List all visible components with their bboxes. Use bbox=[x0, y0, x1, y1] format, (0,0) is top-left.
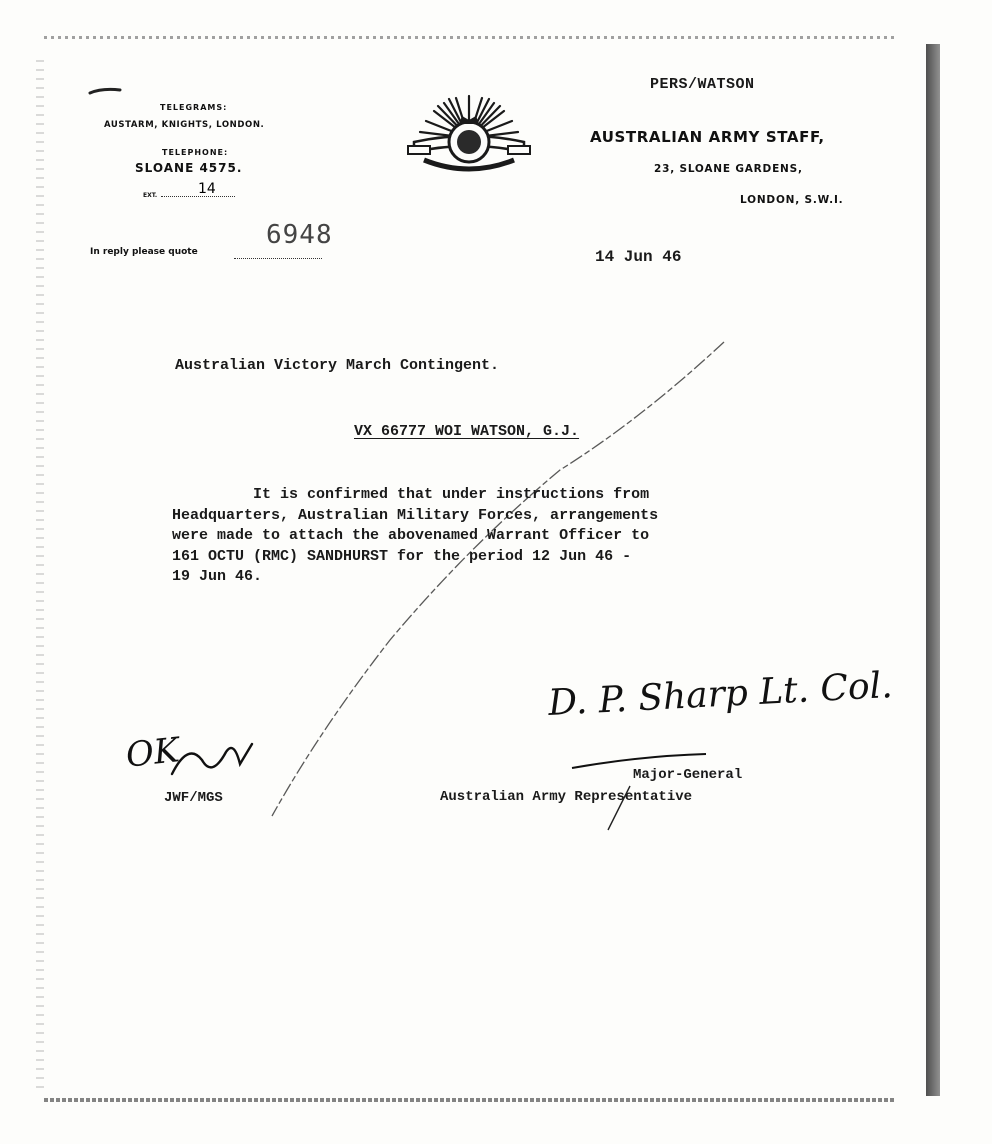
telephone-label: TELEPHONE: bbox=[162, 148, 229, 157]
letter-body: It is confirmed that under instructions from Headquarters, Australian Military Forces, arrangements were made to attach the abovenamed Warrant Officer to 161 OCTU (RMC) SANDHURST for the period 12 Jun 46 - 19 Jun 46. bbox=[172, 486, 659, 585]
handwritten-signature: D. P. Sharp Lt. Col. bbox=[547, 665, 894, 724]
reply-dotted-line bbox=[234, 258, 322, 259]
typist-reference: JWF/MGS bbox=[164, 790, 223, 806]
telegrams-value: AUSTARM, KNIGHTS, LONDON. bbox=[104, 120, 265, 130]
reply-quote-label: In reply please quote bbox=[90, 247, 198, 257]
letter-heading: Australian Victory March Contingent. bbox=[175, 357, 500, 374]
telephone-value: SLOANE 4575. bbox=[135, 161, 243, 175]
reply-reference-number: 6948 bbox=[266, 220, 333, 250]
telegrams-label: TELEGRAMS: bbox=[160, 103, 228, 112]
extension-label-text: EXT. bbox=[143, 192, 158, 199]
organization-name: AUSTRALIAN ARMY STAFF, bbox=[590, 128, 825, 146]
extension-label bbox=[143, 192, 235, 199]
punch-mark-icon bbox=[88, 84, 124, 98]
letter-subject: VX 66777 WOI WATSON, G.J. bbox=[354, 423, 580, 440]
letter-date: 14 Jun 46 bbox=[595, 248, 682, 266]
file-reference: PERS/WATSON bbox=[650, 76, 755, 93]
signatory-rank: Major-General bbox=[633, 767, 743, 783]
scan-edge-left bbox=[36, 60, 44, 1090]
scan-edge-bottom bbox=[44, 1098, 894, 1102]
address-line-1: 23, SLOANE GARDENS, bbox=[654, 163, 803, 175]
initials-scribble bbox=[168, 738, 258, 784]
rising-sun-badge-icon bbox=[404, 90, 534, 186]
scan-edge-top bbox=[44, 36, 894, 39]
handwritten-initials: OK bbox=[124, 730, 182, 776]
signatory-title: Australian Army Representative bbox=[440, 789, 693, 805]
address-line-2: LONDON, S.W.I. bbox=[740, 194, 844, 206]
extension-value: 14 bbox=[198, 181, 216, 197]
scan-edge-right bbox=[926, 44, 940, 1096]
